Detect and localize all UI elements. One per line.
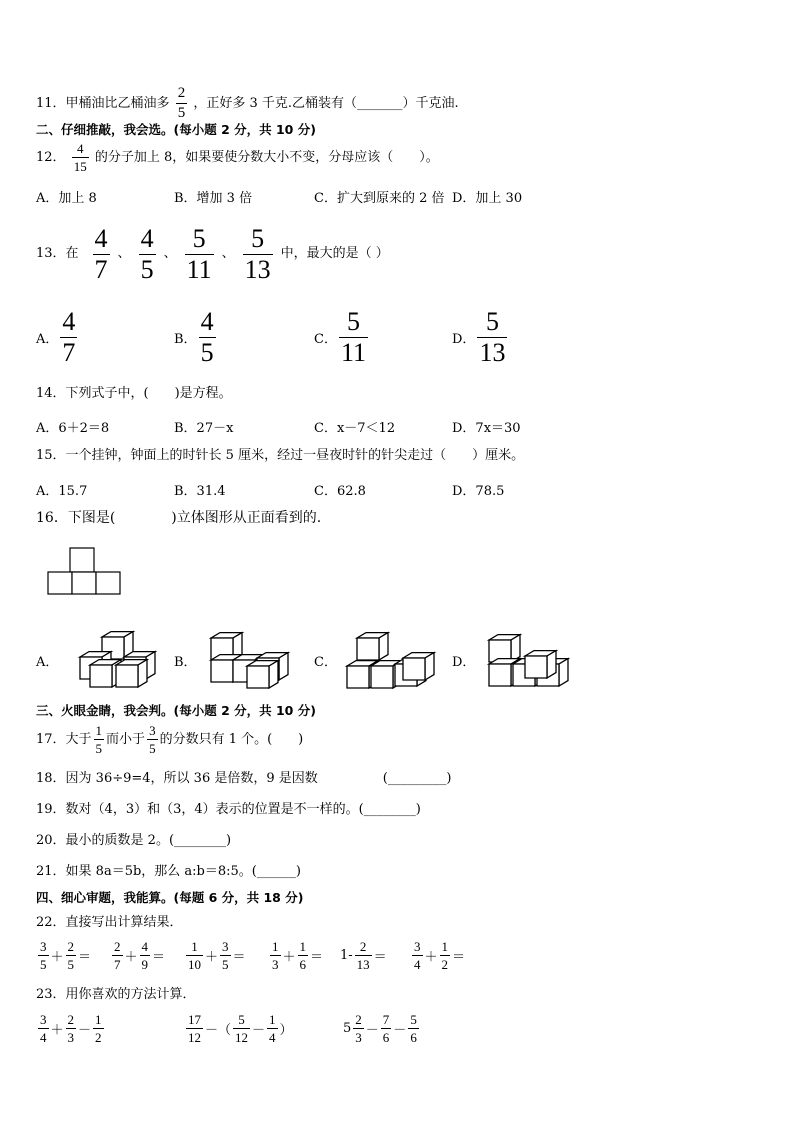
fraction: $\frac{5}{13}$ [479,306,506,367]
q16-option-d[interactable]: D． [452,655,476,670]
cube-face [403,658,425,680]
cube-face [511,635,520,662]
section-2-heading: 二、仔细推敲，我会选。(每小题 2 分，共 10 分) [36,122,316,137]
solid-figure-a [70,625,165,693]
q16-option-b[interactable]: B． [174,655,197,670]
q22-item: $\frac{3}{4}$ ＋ $\frac{1}{2}$ ＝ [414,939,466,972]
q17: 17．大于 $\frac{1}{5}$ 而小于 $\frac{3}{5}$ 的分数只有 1 个。( ) [36,723,304,756]
q13-option-c[interactable]: C． $\frac{5}{11}$ [314,306,366,367]
q14-option-a[interactable]: A．6＋2＝8 [36,421,110,436]
fraction: $\frac{5}{13}$ [244,223,271,284]
q16: 16．下图是( )立体图形从正面看到的. [36,510,322,526]
cube-face [559,659,568,686]
q23-item-3: 5 $\frac{2}{3}$ － $\frac{7}{6}$ － $\frac{5}{6}$ [343,1012,417,1045]
q15: 15．一个挂钟，钟面上的时针长 5 厘米，经过一昼夜时针的针尖走过（ ）厘米。 [36,448,525,463]
q14-option-b[interactable]: B．27－x [174,421,234,436]
fraction: $\frac{2}{5}$ [177,85,186,121]
fraction: $\frac{4}{15}$ [73,141,87,174]
cube-face [379,633,388,660]
section-4-heading: 四、细心审题，我能算。(每题 6 分，共 18 分) [36,890,304,905]
fraction: $\frac{5}{11}$ [186,223,212,284]
fraction: $\frac{4}{5}$ [140,223,154,284]
cube-face [489,664,511,686]
q22-item: $\frac{2}{7}$ ＋ $\frac{4}{9}$ ＝ [114,939,166,972]
q19: 19．数对（4，3）和（3，4）表示的位置是不一样的。(________) [36,802,421,817]
q13-option-d[interactable]: D． $\frac{5}{13}$ [452,306,506,367]
fraction: $\frac{4}{5}$ [200,306,214,367]
fraction: $\frac{1}{5}$ [95,723,103,756]
fraction: $\frac{5}{11}$ [340,306,366,367]
q14: 14．下列式子中，( )是方程。 [36,386,232,401]
q15-option-c[interactable]: C．62.8 [314,484,366,499]
q16-option-c[interactable]: C． [314,655,337,670]
q13-option-a[interactable]: A． $\frac{4}{7}$ [36,306,76,367]
cube-face [247,666,269,688]
q23: 23．用你喜欢的方法计算． [36,987,196,1002]
solid-figure-b [205,628,300,692]
cube-face [269,661,278,688]
q12-option-c[interactable]: C．扩大到原来的 2 倍 [314,191,445,206]
q14-option-c[interactable]: C．x－7＜12 [314,421,396,436]
q23-item-2: $\frac{17}{12}$ －（ $\frac{5}{12}$ － $\frac{1}{4}$ ） [188,1012,293,1045]
q15-option-a[interactable]: A．15.7 [36,484,88,499]
front-view-figure [46,546,124,598]
q12: 12． $\frac{4}{15}$ 的分子加上 8，如果要使分数大小不变，分母应该（ ）。 [36,141,439,174]
q13-option-b[interactable]: B． $\frac{4}{5}$ [174,306,214,367]
q22-item: $\frac{1}{10}$ ＋ $\frac{3}{5}$ ＝ [188,939,246,972]
cube-face [525,656,547,678]
q18: 18．因为 36÷9=4，所以 36 是倍数，9 是因数 (_________) [36,771,452,786]
cube-face [547,651,556,678]
q11: 11．甲桶油比乙桶油多 $\frac{2}{5}$ ，正好多 3 千克.乙桶装有（_______）千克油. [36,85,459,121]
q23-item-1: $\frac{3}{4}$ ＋ $\frac{2}{3}$ － $\frac{1}{2}$ [40,1012,102,1045]
q20: 20．最小的质数是 2。(________) [36,833,232,848]
q22-item: $\frac{1}{3}$ ＋ $\frac{1}{6}$ ＝ [272,939,324,972]
q12-option-a[interactable]: A．加上 8 [36,191,97,206]
q15-option-d[interactable]: D．78.5 [452,484,505,499]
q13: 13．在 $\frac{4}{7}$ 、 $\frac{4}{5}$ 、 $\frac{5}{11}$ 、 $\frac{5}{13}$ 中，最大的是（ ） [36,223,389,284]
q14-option-d[interactable]: D．7x＝30 [452,421,521,436]
cube-face [371,666,393,688]
cube-face [347,666,369,688]
q22: 22．直接写出计算结果． [36,915,183,930]
q12-option-d[interactable]: D．加上 30 [452,191,523,206]
section-3-heading: 三、火眼金睛，我会判。(每小题 2 分，共 10 分) [36,703,316,718]
cube-face [425,653,434,680]
fraction: $\frac{4}{7}$ [62,306,76,367]
solid-figure-d [485,630,580,694]
cube-face [279,653,288,680]
cube-face [116,665,138,687]
q16-option-a[interactable]: A． [36,655,59,670]
q22-item: 1- $\frac{2}{13}$ ＝ [340,939,387,972]
q22-item: $\frac{3}{5}$ ＋ $\frac{2}{5}$ ＝ [40,939,92,972]
fraction: $\frac{3}{5}$ [149,723,156,756]
q15-option-b[interactable]: B．31.4 [174,484,226,499]
q12-option-b[interactable]: B．增加 3 倍 [174,191,253,206]
fraction: $\frac{4}{7}$ [94,223,108,284]
cube-face [357,638,379,660]
cube-face [211,660,233,682]
cube-face [90,665,112,687]
solid-figure-c [343,628,443,694]
q21: 21．如果 8a＝5b，那么 a:b＝8:5。(______) [36,864,301,879]
cube-face [138,660,147,687]
